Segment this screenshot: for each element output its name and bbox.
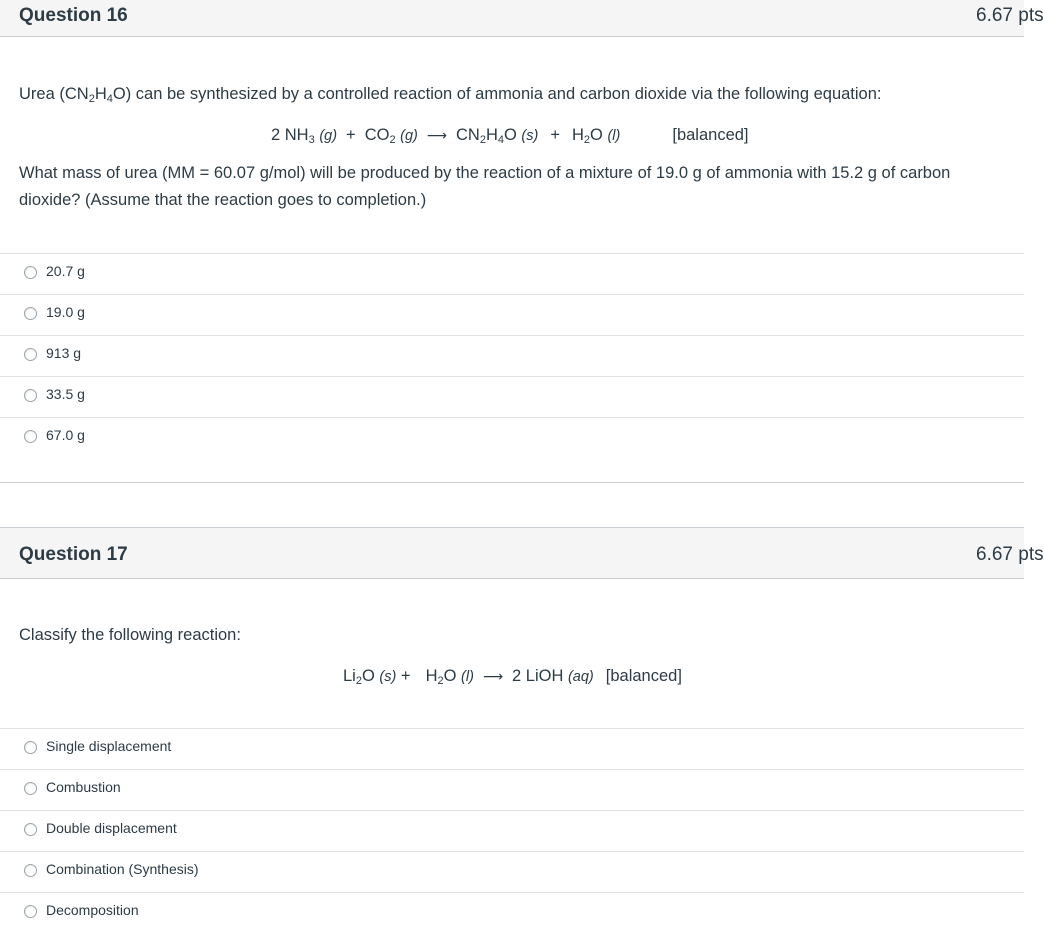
answer-label: Double displacement — [46, 820, 177, 836]
answer-option[interactable] — [0, 892, 1024, 933]
question-prompt-line1: What mass of urea (MM = 60.07 g/mol) will be produced by the reaction of a mixture of 19.0 g of ammonia with 15.2 g of carbon — [19, 164, 951, 182]
radio-button[interactable] — [24, 823, 37, 836]
answer-option[interactable] — [0, 417, 1024, 458]
answer-option[interactable] — [0, 728, 1024, 769]
reaction-equation: 2 $NH_3$ $(g) + CO_2$ (g) ⟶ $CN_2H_4O$ $(s) + H_2O$ (l) [balanced] — [271, 126, 749, 146]
answer-option[interactable] — [0, 335, 1024, 376]
reaction-arrow-icon: ⟶ — [426, 127, 447, 143]
radio-button[interactable] — [24, 741, 37, 754]
radio-button[interactable] — [24, 430, 37, 443]
radio-button[interactable] — [24, 389, 37, 402]
answer-label: 20.7 g — [46, 263, 85, 279]
answer-label: 33.5 g — [46, 386, 85, 402]
radio-button[interactable] — [24, 266, 37, 279]
answer-label: 913 g — [46, 345, 82, 361]
answer-label: Single displacement — [46, 738, 172, 754]
question-header — [0, 0, 1044, 37]
answer-label: 67.0 g — [46, 427, 85, 443]
answer-label: Combination (Synthesis) — [46, 861, 199, 877]
question-17 — [0, 527, 1044, 952]
radio-button[interactable] — [24, 864, 37, 877]
answer-label: Combustion — [46, 779, 121, 795]
radio-button[interactable] — [24, 905, 37, 918]
question-header — [0, 528, 1044, 579]
question-stem: Urea $(CN_2H_4O)$ can be synthesized by a controlled reaction of ammonia and carbon dioxide via the following equation: — [19, 85, 882, 105]
answer-option[interactable] — [0, 810, 1024, 851]
question-prompt: Classify the following reaction: — [19, 626, 241, 644]
answer-label: Decomposition — [46, 902, 139, 918]
answer-list — [0, 253, 1024, 458]
question-points: 6.67 pts — [976, 5, 1044, 26]
answer-option[interactable] — [0, 253, 1024, 294]
answer-option[interactable] — [0, 294, 1024, 335]
balanced-note: [balanced] — [605, 667, 682, 685]
question-title: Question 17 — [19, 544, 128, 565]
question-points: 6.67 pts — [976, 544, 1044, 565]
question-title: Question 16 — [19, 5, 128, 26]
answer-option[interactable] — [0, 851, 1024, 892]
balanced-note: [balanced] — [672, 126, 749, 144]
answer-option[interactable] — [0, 376, 1024, 417]
answer-label: 19.0 g — [46, 304, 85, 320]
radio-button[interactable] — [24, 307, 37, 320]
radio-button[interactable] — [24, 348, 37, 361]
question-prompt-line2: dioxide? (Assume that the reaction goes to completion.) — [19, 191, 427, 209]
answer-option[interactable] — [0, 769, 1024, 810]
reaction-equation: $Li_2O$ $(s) + H_2O$ (l) ⟶ 2 LiOH (aq) [balanced] — [343, 667, 682, 687]
radio-button[interactable] — [24, 782, 37, 795]
answer-list — [0, 728, 1024, 933]
reaction-arrow-icon: ⟶ — [482, 668, 504, 684]
